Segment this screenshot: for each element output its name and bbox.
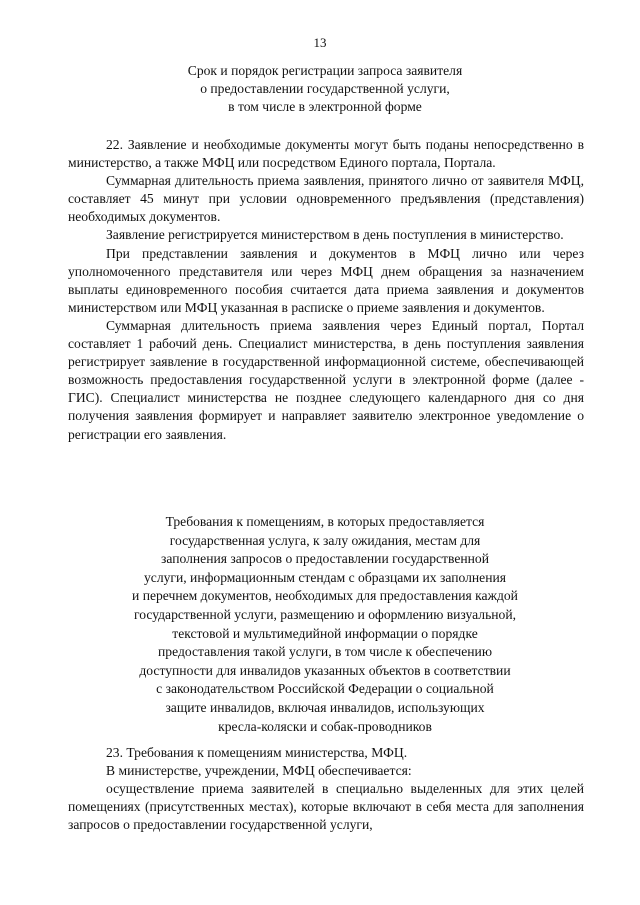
paragraph: осуществление приема заявителей в специально выделенных для этих целей помещениях (присутственных местах), которые включают в себя места для заполнения запросов о предоставлении государственной услуги,: [68, 781, 584, 833]
page-number: 13: [313, 35, 327, 50]
heading-line: кресла-коляски и собак-проводников: [218, 718, 432, 734]
paragraph: 23. Требования к помещениям министерства, МФЦ.: [106, 745, 408, 760]
section-heading-registration: [60, 62, 590, 117]
paragraph: Суммарная длительность приема заявления, принятого лично от заявителя МФЦ, составляет 45 минут при условии одновременного предъявления (представления) необходимых документов.: [68, 173, 584, 225]
heading-line: о предоставлении государственной услуги,: [200, 81, 450, 97]
heading-line: предоставления такой услуги, в том числе к обеспечению: [158, 644, 492, 660]
heading-line: защите инвалидов, включая инвалидов, использующих: [165, 699, 485, 715]
section-heading-premises: [60, 513, 590, 736]
paragraph: 22. Заявление и необходимые документы могут быть поданы непосредственно в министерство, а также МФЦ или посредством Единого портала, Портала.: [68, 137, 584, 171]
heading-line: доступности для инвалидов указанных объектов в соответствии: [139, 662, 511, 678]
heading-line: и перечнем документов, необходимых для предоставления каждой: [132, 588, 518, 604]
section-body-registration: [68, 136, 584, 444]
heading-line: государственная услуга, к залу ожидания, местам для: [169, 532, 481, 548]
paragraph: Суммарная длительность приема заявления через Единый портал, Портал составляет 1 рабочий день. Специалист министерства, в день поступления заявления регистрирует заявление в государственной информационной системе, обеспечивающей возможность предоставления государственной услуги в электронной форме (далее - ГИС). Специалист министерства не позднее следующего календарного дня со дня получения заявления формирует и направляет заявителю электронное уведомление о регистрации его заявления.: [68, 317, 584, 442]
heading-line: Требования к помещениям, в которых предоставляется: [165, 514, 485, 529]
paragraph: При представлении заявления и документов в МФЦ лично или через уполномоченного представителя или через МФЦ днем обращения за назначением выплаты единовременного пособия считается дата приема заявления и документов министерством или МФЦ указанная в расписке о приеме заявления и документов.: [68, 245, 584, 315]
heading-line: текстовой и мультимедийной информации о порядке: [172, 625, 478, 641]
heading-line: заполнения запросов о предоставлении государственной: [161, 551, 489, 567]
paragraph: В министерстве, учреждении, МФЦ обеспечивается:: [106, 763, 412, 779]
heading-line: с законодательством Российской Федерации о социальной: [156, 681, 494, 697]
heading-line: в том числе в электронной форме: [228, 99, 422, 115]
heading-line: государственной услуги, размещению и оформлению визуальной,: [133, 606, 517, 622]
section-body-premises: [68, 744, 584, 834]
paragraph: Заявление регистрируется министерством в день поступления в министерство.: [106, 227, 564, 243]
heading-line: Срок и порядок регистрации запроса заявителя: [187, 63, 463, 78]
heading-line: услуги, информационным стендам с образцами их заполнения: [143, 569, 507, 585]
